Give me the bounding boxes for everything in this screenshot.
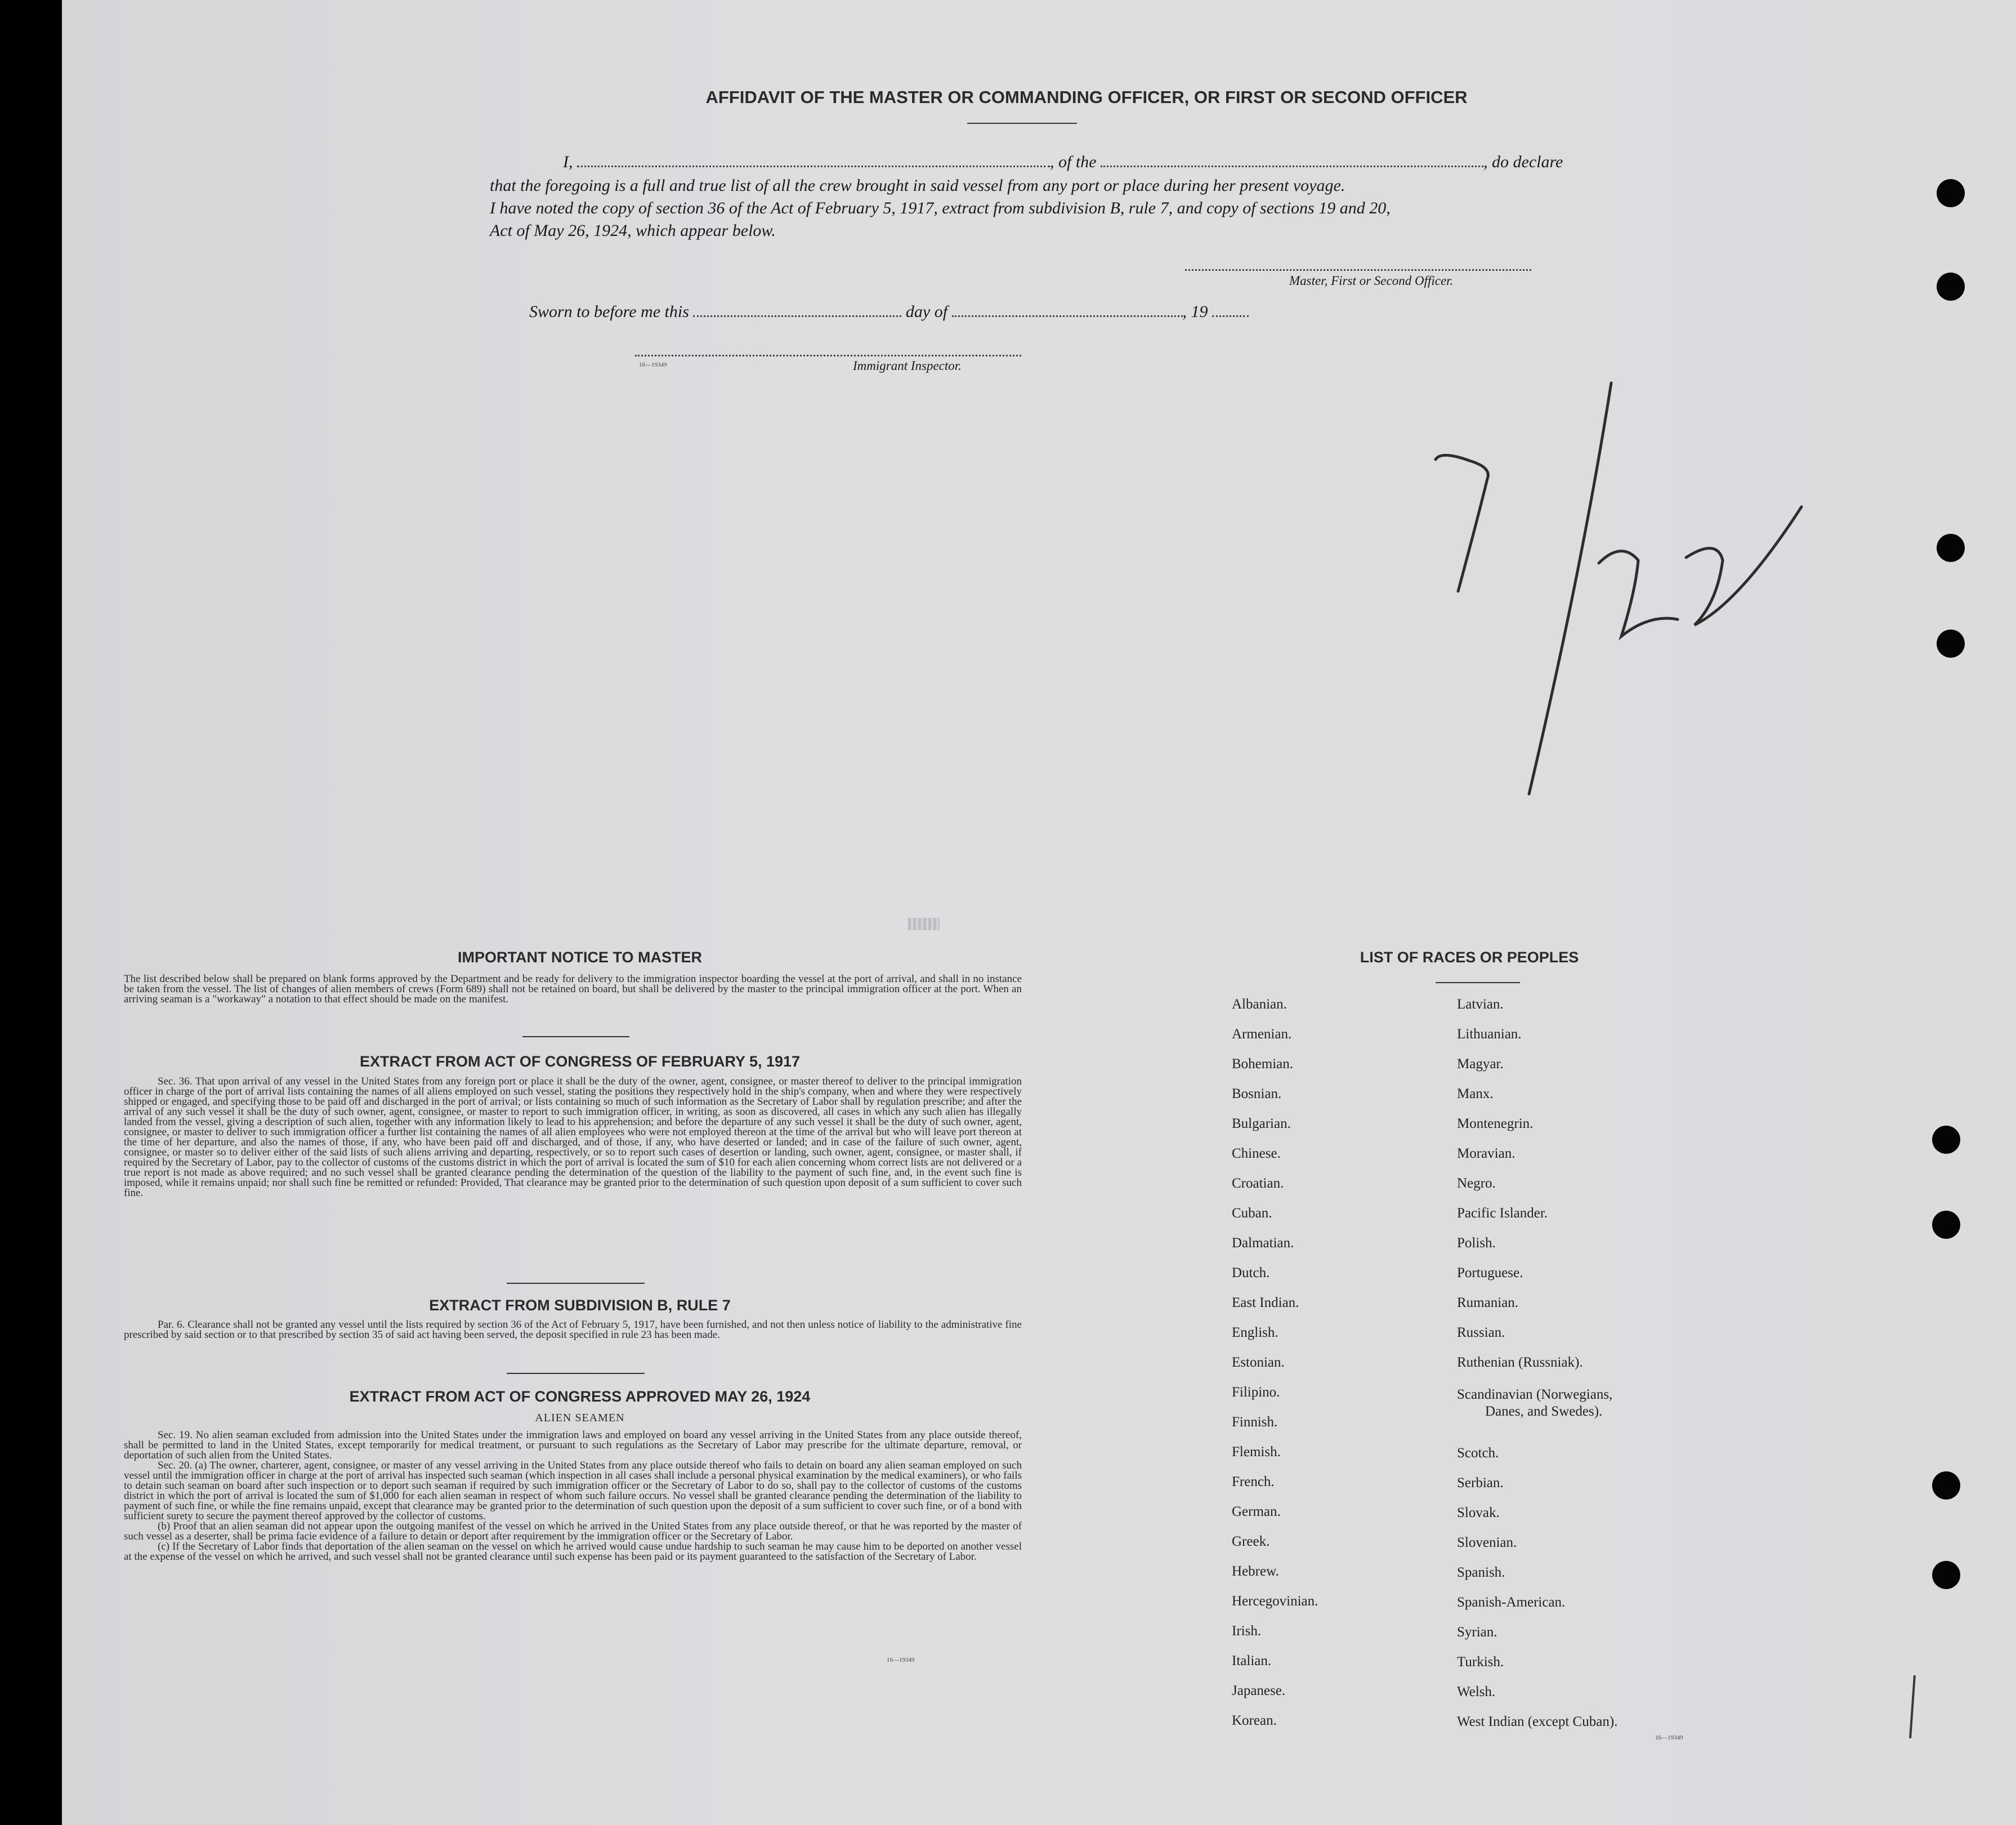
master-signature-line[interactable]	[1185, 269, 1531, 271]
race-left: Croatian.	[1232, 1176, 1284, 1191]
section-20c-text: (c) If the Secretary of Labor finds that deportation of the alien seaman on the vessel on which he arrived would cause undue hardship to such seaman he may cause him to be deported on another vessel at the expense of the vessel on which he arrived, and such vessel shall not be granted clearance until such expense has been paid or its payment guaranteed to the satisfaction of the Secretary of Labor.	[124, 1541, 1022, 1563]
sworn-year-blank[interactable]	[1212, 302, 1249, 317]
race-right: Spanish-American.	[1457, 1595, 1566, 1610]
races-title: LIST OF RACES OR PEOPLES	[1360, 949, 1579, 966]
affidavit-form-number: 16—19349	[639, 362, 667, 368]
declaration-line-2: that the foregoing is a full and true list of all the crew brought in said vessel from any port or place during her present voyage.	[490, 176, 1346, 195]
race-right: Polish.	[1457, 1235, 1496, 1251]
race-left: Flemish.	[1232, 1444, 1281, 1460]
declaration-do-declare: , do declare	[1483, 153, 1563, 171]
race-right: Danes, and Swedes).	[1485, 1404, 1603, 1419]
race-right: Lithuanian.	[1457, 1027, 1522, 1042]
race-right: Scotch.	[1457, 1445, 1499, 1461]
race-left: Dalmatian.	[1232, 1235, 1294, 1251]
sworn-month-blank[interactable]	[952, 302, 1183, 317]
punch-hole	[1937, 179, 1965, 207]
race-left: English.	[1232, 1325, 1279, 1340]
race-right: Negro.	[1457, 1176, 1496, 1191]
race-left: Bulgarian.	[1232, 1116, 1291, 1131]
extract-1924-title: EXTRACT FROM ACT OF CONGRESS APPROVED MAY 26, 1924	[349, 1388, 811, 1405]
affidavit-title: AFFIDAVIT OF THE MASTER OR COMMANDING OFFICER, OR FIRST OR SECOND OFFICER	[705, 87, 1468, 107]
section-19-text: Sec. 19. No alien seaman excluded from admission into the United States under the immigration laws and employed on board any vessel arriving in the United States from any place outside thereof, shall be permitted to land in the United States, except temporarily for medical treatment, or pursuant to such regulations as the Secretary of Labor may prescribe for the ultimate departure, removal, or deportation of such alien from the United States.	[124, 1429, 1022, 1461]
race-left: Italian.	[1232, 1653, 1272, 1668]
races-form-number: 16—19349	[1655, 1734, 1683, 1741]
sworn-label: Sworn to before me this	[529, 302, 689, 321]
subdivision-b-body: Par. 6. Clearance shall not be granted any vessel until the lists required by section 36 of the Act of February 5, 1917, have been furnished, and not then unless notice of liability to the administrative fine prescribed by said section or to that prescribed by section 35 of said act having been served, the deposit specified in rule 23 has been made.	[124, 1319, 1022, 1341]
race-left: Dutch.	[1232, 1265, 1270, 1280]
race-right: Rumanian.	[1457, 1295, 1519, 1310]
race-right: Slovak.	[1457, 1505, 1500, 1520]
notice-body: The list described below shall be prepared on blank forms approved by the Department and be ready for delivery to the immigration inspector boarding the vessel at the port of arrival, and shall in no instance be taken from the vessel. The list of changes of alien members of crews (Form 689) shall not be retained on board, but shall be delivered by the master to the principal immigration officer at the port. When an arriving seaman is a "workaway" a notation to that effect should be made on the manifest.	[124, 973, 1022, 1005]
race-right: Pacific Islander.	[1457, 1206, 1548, 1221]
race-right: Moravian.	[1457, 1146, 1516, 1161]
race-left: Bohemian.	[1232, 1056, 1294, 1072]
race-right: West Indian (except Cuban).	[1457, 1714, 1618, 1729]
declaration-line-4: Act of May 26, 1924, which appear below.	[490, 221, 776, 240]
subdivision-b-title: EXTRACT FROM SUBDIVISION B, RULE 7	[429, 1297, 731, 1314]
race-right: Scandinavian (Norwegians,	[1457, 1387, 1613, 1402]
race-left: Bosnian.	[1232, 1086, 1282, 1101]
declaration-i: I,	[563, 153, 573, 171]
race-left: Filipino.	[1232, 1385, 1280, 1400]
race-left: Albanian.	[1232, 997, 1287, 1012]
race-left: German.	[1232, 1504, 1281, 1519]
notice-divider	[522, 1036, 629, 1037]
notice-title: IMPORTANT NOTICE TO MASTER	[458, 949, 702, 966]
race-right: Spanish.	[1457, 1565, 1505, 1580]
document-page	[62, 0, 2016, 1825]
race-left: Korean.	[1232, 1713, 1277, 1728]
subdivision-b-divider	[507, 1373, 645, 1374]
race-right: Serbian.	[1457, 1475, 1504, 1491]
race-left: Finnish.	[1232, 1415, 1278, 1430]
race-right: Turkish.	[1457, 1654, 1504, 1670]
sworn-day-of: day of	[905, 302, 948, 321]
declaration-line-1	[540, 151, 1621, 173]
punch-hole	[1937, 273, 1965, 301]
race-left: Japanese.	[1232, 1683, 1286, 1698]
name-blank[interactable]	[577, 152, 1050, 167]
race-right: Manx.	[1457, 1086, 1494, 1101]
punch-hole	[1937, 630, 1965, 658]
race-right: Portuguese.	[1457, 1265, 1523, 1280]
races-divider	[1436, 982, 1520, 983]
declaration-line-3: I have noted the copy of section 36 of the Act of February 5, 1917, extract from subdivision B, rule 7, and copy of sections 19 and 20,	[490, 199, 1391, 217]
race-left: East Indian.	[1232, 1295, 1299, 1310]
punch-hole	[1937, 534, 1965, 562]
punch-hole	[1932, 1211, 1960, 1239]
race-right: Russian.	[1457, 1325, 1505, 1340]
faint-stamp	[908, 918, 940, 930]
inspector-label: Immigrant Inspector.	[853, 359, 962, 373]
sworn-day-blank[interactable]	[693, 302, 901, 317]
declaration-of-the: , of the	[1050, 153, 1097, 171]
inspector-signature-line[interactable]	[635, 355, 1021, 356]
punch-hole	[1932, 1471, 1960, 1500]
section-20a-text: Sec. 20. (a) The owner, charterer, agent, consignee, or master of any vessel arriving in the United States from any place outside thereof who fails to detain on board any alien seaman employed on such vessel until the immigration officer in charge at the port of arrival has inspected such seaman (which inspection in all cases shall include a personal physical examination by the medical examiners), or who fails to detain such seaman on board after such inspection or to deport such seaman if required by such immigration officer or the Secretary of Labor to do so, shall pay to the collector of customs of the customs district in which the port of arrival is located the sum of $1,000 for each alien seaman in respect of whom such failure occurs. No vessel shall be granted clearance pending the determination of the liability to payment of such fine, or while the fine remains unpaid, except that clearance may be granted prior to the determination of such question upon the deposit of a sum sufficient to cover such fine, or of a bond with sufficient surety to secure the payment thereof approved by the collector of customs.	[124, 1460, 1022, 1522]
race-left: Hercegovinian.	[1232, 1594, 1318, 1609]
race-left: Hebrew.	[1232, 1564, 1279, 1579]
punch-hole	[1932, 1126, 1960, 1154]
pencil-tick-mark	[1909, 1675, 1916, 1738]
sworn-year: , 19	[1182, 302, 1208, 321]
extract-1924-body	[124, 1430, 1022, 1562]
title-underline	[967, 123, 1077, 124]
race-left: Cuban.	[1232, 1206, 1272, 1221]
extract-1917-title: EXTRACT FROM ACT OF CONGRESS OF FEBRUARY 5, 1917	[359, 1053, 801, 1070]
race-right: Montenegrin.	[1457, 1116, 1534, 1131]
race-right: Latvian.	[1457, 997, 1504, 1012]
vessel-blank[interactable]	[1101, 152, 1483, 167]
race-right: Syrian.	[1457, 1625, 1498, 1640]
handwritten-date-mark	[1357, 366, 1863, 816]
race-left: Armenian.	[1232, 1027, 1292, 1042]
race-left: Chinese.	[1232, 1146, 1281, 1161]
punch-hole	[1932, 1561, 1960, 1589]
race-right: Magyar.	[1457, 1056, 1504, 1072]
extract-1917-body: Sec. 36. That upon arrival of any vessel in the United States from any foreign port or place it shall be the duty of the owner, agent, consignee, or master thereof to deliver to the principal immigration officer in charge of the port of arrival lists containing the names of all aliens employed on such vessel, stating the positions they respectively hold in the ship's company, when and where they were respectively shipped or engaged, and specifying those to be paid off and discharged in the port of arrival; or lists containing so much of such information as the Secretary of Labor shall by regulation prescribe; and after the arrival of any such vessel it shall be the duty of such owner, agent, consignee, or master to report to such immigration officer, in writing, as soon as discovered, all cases in which any such alien has illegally landed from the vessel, giving a description of such alien, together with any information likely to lead to his apprehension; and before the departure of any such vessel it shall be the duty of such owner, agent, consignee, or master to deliver to such immigration officer a further list containing the names of all alien employees who were not employed thereon at the time of the arrival but who will leave port thereon at the time of her departure, and also the names of those, if any, who have been paid off and discharged, and of those, if any, who have deserted or landed; and in case of the failure of such owner, agent, consignee, or master so to deliver either of the said lists of such aliens arriving and departing, respectively, or so to report such cases of desertion or landing, such owner, agent, consignee, or master shall, if required by the Secretary of Labor, pay to the collector of customs of the customs district in which the port of arrival is located the sum of $10 for each alien concerning whom correct lists are not delivered or a true report is not made as above required; and no such vessel shall be granted clearance pending the determination of the question of the liability to the payment of such fine, and, in the event such fine is imposed, while it remains unpaid; nor shall such fine be remitted or refunded: Provided, That clearance may be granted prior to the determination of such question upon deposit of a sum sufficient to cover such fine.	[124, 1076, 1022, 1199]
extract-1924-form-number: 16—19349	[887, 1657, 915, 1663]
race-left: French.	[1232, 1474, 1275, 1489]
race-right: Slovenian.	[1457, 1535, 1517, 1550]
race-right: Ruthenian (Russniak).	[1457, 1355, 1583, 1370]
sworn-line	[529, 301, 1374, 323]
section-20b-text: (b) Proof that an alien seaman did not appear upon the outgoing manifest of the vessel on which he arrived in the United States from any place outside thereof, or that he was reported by the master of such vessel as a deserter, shall be prima facie evidence of a failure to detain or deport after requirement by the immigration officer or the Secretary of Labor.	[124, 1520, 1022, 1542]
race-left: Estonian.	[1232, 1355, 1285, 1370]
master-label: Master, First or Second Officer.	[1289, 274, 1454, 288]
alien-seamen-subtitle: ALIEN SEAMEN	[535, 1412, 625, 1424]
race-left: Irish.	[1232, 1623, 1262, 1639]
race-left: Greek.	[1232, 1534, 1270, 1549]
extract-1917-divider	[507, 1283, 645, 1284]
race-right: Welsh.	[1457, 1684, 1496, 1699]
